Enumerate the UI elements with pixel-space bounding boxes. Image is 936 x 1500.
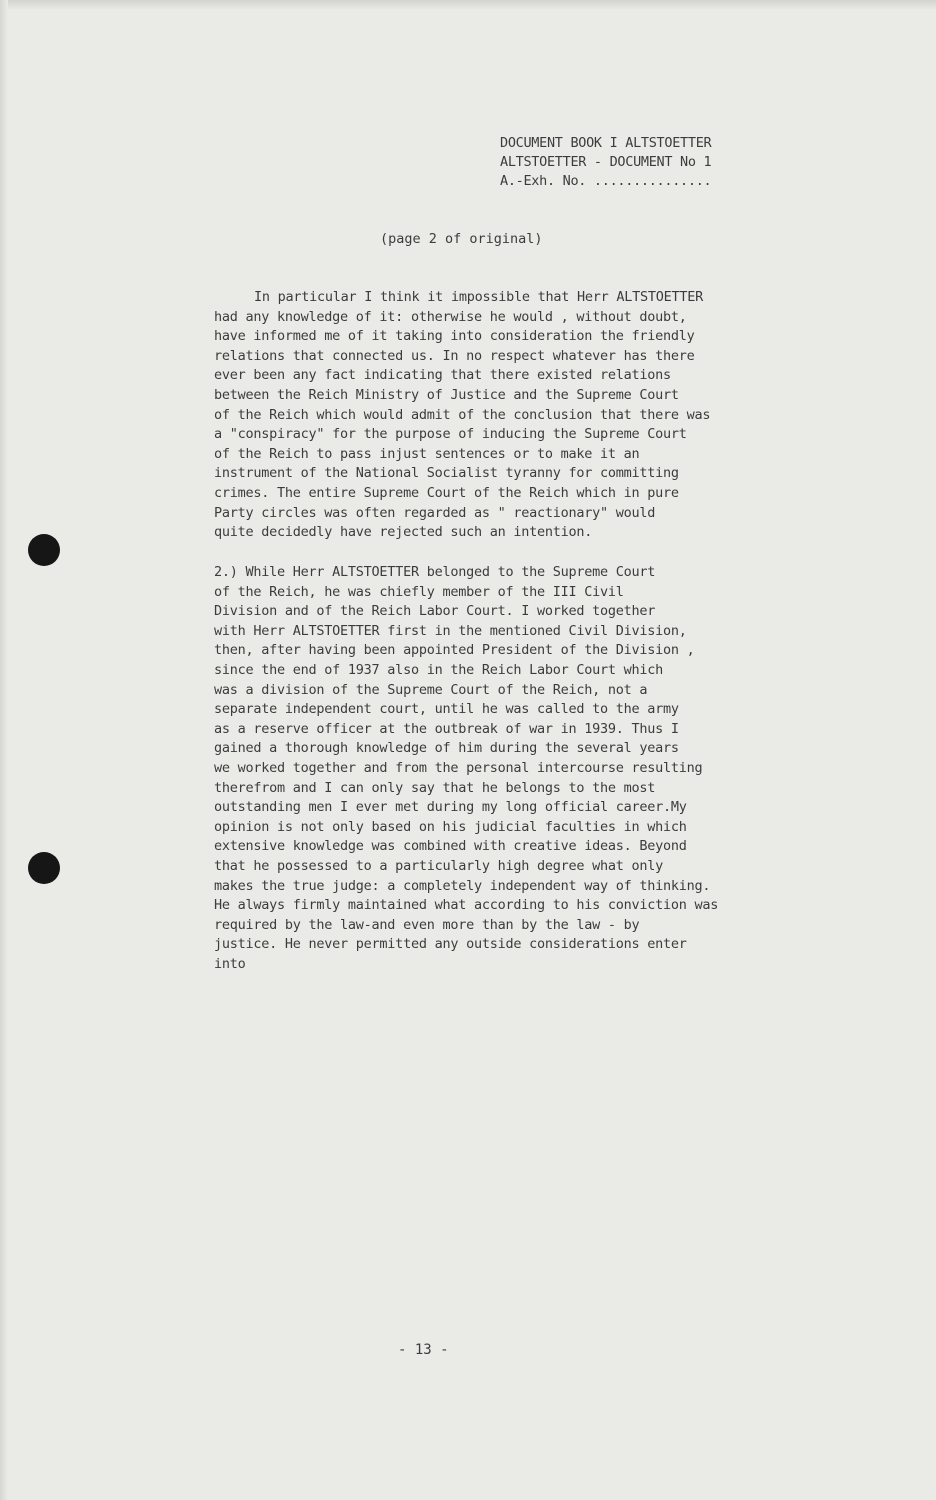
text-line: opinion is not only based on his judicial faculties in which	[214, 818, 687, 835]
page-edge-shadow-top	[0, 0, 936, 10]
text-line: He always firmly maintained what according to his conviction was	[214, 897, 719, 914]
text-line: of the Reich which would admit of the conclusion that there was	[214, 406, 711, 423]
punch-hole	[28, 534, 60, 566]
text-line: we worked together and from the personal intercourse resulting	[214, 759, 703, 776]
text-line: 2.) While Herr ALTSTOETTER belonged to the Supreme Court	[214, 564, 656, 580]
paragraph-2	[214, 563, 854, 974]
text-line: Party circles was often regarded as " reactionary" would	[214, 504, 656, 521]
text-line: Division and of the Reich Labor Court. I worked together	[214, 603, 656, 620]
text-line: between the Reich Ministry of Justice and the Supreme Court	[214, 386, 679, 403]
text-line: quite decidedly have rejected such an intention.	[214, 524, 593, 541]
text-line: outstanding men I ever met during my long official career.My	[214, 799, 687, 816]
text-line: relations that connected us. In no respect whatever has there	[214, 347, 695, 364]
header-line-exhibit: A.-Exh. No. ...............	[500, 173, 712, 189]
punch-hole	[28, 852, 60, 884]
text-line: separate independent court, until he was called to the army	[214, 701, 679, 718]
text-line: since the end of 1937 also in the Reich Labor Court which	[214, 661, 664, 678]
text-line: a "conspiracy" for the purpose of inducing the Supreme Court	[214, 426, 687, 443]
page-edge-shadow-left	[0, 0, 8, 1500]
text-line: have informed me of it taking into consideration the friendly	[214, 328, 695, 345]
text-line: therefrom and I can only say that he belongs to the most	[214, 779, 656, 796]
page-reference: (page 2 of original)	[380, 231, 543, 247]
header-line-book: DOCUMENT BOOK I ALTSTOETTER	[500, 135, 712, 151]
text-line: was a division of the Supreme Court of the Reich, not a	[214, 681, 648, 698]
text-line: crimes. The entire Supreme Court of the Reich which in pure	[214, 484, 679, 501]
text-line: justice. He never permitted any outside considerations enter	[214, 936, 687, 953]
text-line: then, after having been appointed President of the Division ,	[214, 642, 695, 659]
text-line: of the Reich to pass injust sentences or to make it an	[214, 445, 640, 462]
document-header	[500, 134, 711, 191]
text-line: extensive knowledge was combined with creative ideas. Beyond	[214, 838, 687, 855]
text-line: instrument of the National Socialist tyranny for committing	[214, 465, 679, 482]
text-line: ever been any fact indicating that there existed relations	[214, 367, 671, 384]
header-line-document: ALTSTOETTER - DOCUMENT No 1	[500, 154, 712, 170]
text-line: had any knowledge of it: otherwise he would , without doubt,	[214, 308, 687, 325]
text-line: that he possessed to a particularly high degree what only	[214, 857, 664, 874]
text-line: gained a thorough knowledge of him during the several years	[214, 740, 679, 757]
text-line: as a reserve officer at the outbreak of war in 1939. Thus I	[214, 720, 679, 737]
text-line: In particular I think it impossible that Herr ALTSTOETTER	[254, 289, 704, 305]
text-line: with Herr ALTSTOETTER first in the mentioned Civil Division,	[214, 622, 687, 639]
text-line: of the Reich, he was chiefly member of the III Civil	[214, 583, 624, 600]
text-line: into	[214, 955, 246, 972]
page-number: - 13 -	[398, 1342, 449, 1358]
paragraph-1	[214, 288, 854, 543]
text-line: makes the true judge: a completely independent way of thinking.	[214, 877, 711, 894]
text-line: required by the law-and even more than by the law - by	[214, 916, 640, 933]
